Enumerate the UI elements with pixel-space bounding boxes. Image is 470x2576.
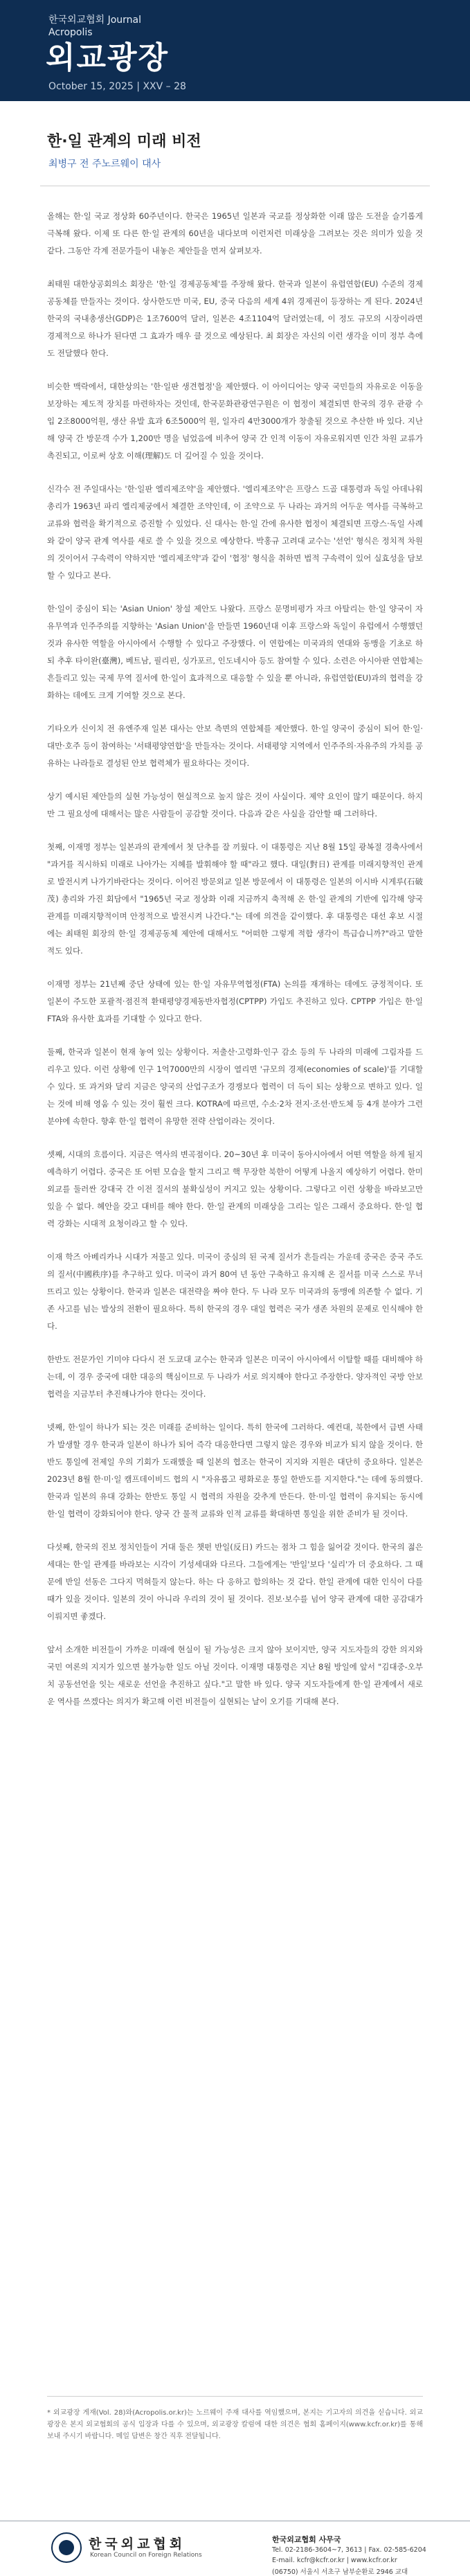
- header-banner: [0, 0, 470, 101]
- paragraph: 넷째, 한·일이 하나가 되는 것은 미래를 준비하는 일이다. 특히 한국에 그러하다. 예컨대, 북한에서 급변 사태가 발생할 경우 한국과 일본이 하나가 되어 즉각 대응한다면 그렇지 않은 경우와 비교가 되지 않을 것이다. 한반도 통일에 전제일 우의 기회가 도래했을 때 일본의 협조는 한국이 지지와 지원은 대단히 중요하다. 일본은 2023년 8월 한·미·일 캠프데이비드 협의 시 "자유롭고 평화로운 통일 한반도를 지지한다."는 데에 동의했다. 한국과 일본의 유대 강화는 한반도 통일 시 협력의 자원을 갖추게 만든다. 한·미·일 협력이 유지되는 동시에 한·일 협력이 강화되어야 한다. 양국 간 물적 교류와 인적 교류를 확대하면 통일을 위한 준비가 될 것이다.: [47, 1422, 423, 1519]
- journal-issue: October 15, 2025 | XXV – 28: [48, 81, 186, 92]
- footnote: * 외교광장 게재(Vol. 28)와(Acropolis.or.kr)는 노르웨이 주재 대사를 역임했으며, 본지는 기고자의 의견을 싣습니다. 외교광장은 본지 외교협회의 공식 입장과 다를 수 있으며, 외교광장 칼럼에 대한 의견은 협회 홈페이지(www.kcfr.or.kr)를 통해 보내 주시기 바랍니다. 메일 답변은 창간 직후 전달됩니다.: [47, 2409, 423, 2440]
- paragraph: 최태원 대한상공회의소 회장은 '한·일 경제공동체'를 주장해 왔다. 한국과 일본이 유럽연합(EU) 수준의 경제공동체를 만들자는 것이다. 상사한도만 미국, EU, 중국 다음의 세계 4위 경제권이 등장하는 게 된다. 2024년 한국의 국내총생산(GDP)은 1조7600억 달러, 일본은 4조1104억 달러였는데, 이 정도 규모의 시장이라면 경제적으로 하나가 된다면 그 효과가 매우 클 것으로 예상된다. 최 회장은 자신의 이런 생각을 이미 정부 측에도 전달했다 한다.: [47, 279, 423, 358]
- paragraph: 기타오카 신이치 전 유엔주재 일본 대사는 안보 측면의 연합체를 제안했다. 한·일 양국이 중심이 되어 한·일·대만·호주 등이 참여하는 '서태평양연합'을 만들자는 것이다. 서태평양 지역에서 인주주의·자유주의 가치를 공유하는 나라들로 결성된 안보 협력체가 필요하다는 것이다.: [47, 724, 423, 768]
- footer-org-english: Korean Council on Foreign Relations: [90, 2552, 202, 2559]
- footer-tel: Tel. 02-2186-3604~7, 3613 | Fax. 02-585-6204: [272, 2546, 426, 2554]
- paragraph: 둘째, 한국과 일본이 현재 놓여 있는 상황이다. 저출산·고령화·인구 감소 등의 두 나라의 미래에 그림자를 드리우고 있다. 이런 상황에 인구 1억7000만의 시장이 열리면 '규모의 경제(economies of scale)'를 기대할 수 있다. 또 과거와 달리 지금은 양국의 산업구조가 경쟁보다 협력이 더 득이 되는 상황으로 변하고 있다. 일는 것에 비해 영움 수 있는 것이 훨씬 크다. KOTRA에 따르면, 수소·2차 전지·조선·반도체 등 4개 분야가 그런 분야에 속한다. 향후 한·일 협력이 유망한 전략 산업이라는 것이다.: [47, 1047, 423, 1126]
- paragraph: 올해는 한·일 국교 정상화 60주년이다. 한국은 1965년 일본과 국교를 정상화한 이래 많은 도전을 슬기롭게 극복해 왔다. 이제 또 다른 한·일 관계의 60년을 내다보며 이런저런 미래상을 그려보는 것은 의미가 있을 것 같다. 그동안 각계 전문가들이 내놓은 제안들을 먼저 살펴보자.: [47, 211, 423, 256]
- article-title: 한·일 관계의 미래 비전: [47, 133, 201, 150]
- paragraph: 한반도 전문가인 기미야 다다시 전 도쿄대 교수는 한국과 일본은 미국이 아시아에서 이탈할 때를 대비해야 하는데, 이 경우 중국에 대한 대응의 핵심이므로 두 나라가 서로 의지해야 한다고 주장한다. 양자적인 국방 안보 협력을 지금부터 추진해나가야 한다는 것이다.: [47, 1354, 423, 1399]
- paragraph: 이재명 정부는 21년째 중단 상태에 있는 한·일 자유무역협정(FTA) 논의를 재개하는 데에도 긍정적이다. 또 일본이 주도한 포괄적·점진적 환태평양경제동반자협정(CPTPP) 가입도 추진하고 있다. CPTPP 가입은 한·일 FTA와 유사한 효과를 기대할 수 있다고 한다.: [47, 979, 423, 1023]
- footer-contact-title: 한국외교협회 사무국: [272, 2535, 341, 2544]
- paragraph: 셋째, 시대의 흐름이다. 지금은 역사의 변곡점이다. 20~30년 후 미국이 동아시아에서 어떤 역할을 하게 될지 예측하기 어렵다. 중국은 또 어떤 모습을 할지 그리고 핵 무장한 북한이 어떻게 나올지 예상하기 어렵다. 한미 외교를 둘러싼 강대국 간 이전 질서의 불확실성이 커지고 있는 상황이다. 그렇다고 이런 상황을 바라보고만 있을 수 없다. 혜안을 갖고 대비를 해야 한다. 한·일 관계의 미래상을 그리는 일은 그래서 중요하다. 한·일 협력 강화는 시대적 요청이라고 할 수 있다.: [47, 1150, 423, 1228]
- footer-address: (06750) 서울시 서초구 남부순환로 2946 교대: [272, 2568, 408, 2576]
- journal-title: 외교광장: [46, 40, 170, 75]
- article-body: [47, 208, 423, 1726]
- footer-email[interactable]: E-mail. kcfr@kcfr.or.kr | www.kcfr.or.kr: [272, 2557, 397, 2564]
- paragraph: 비슷한 맥락에서, 대한상의는 '한·일판 생견협정'을 제안했다. 이 아이디어는 양국 국민들의 자유로운 이동을 보장하는 제도적 장치를 마련하자는 것인데, 한국문화관광연구원은 이 협정이 체결되면 한국의 경우 관광 수입 2조8000억원, 생산 유발 효과 6조5000억 원, 일자리 4만3000개가 창출될 것으로 추산한 바 있다. 지난해 양국 간 방문객 수가 1,200만 명을 넘었음에 비추어 양국 간 인적 이동이 자유로워지면 인간 차원 교류가 촉진되고, 이로써 상호 이해(理解)도 더 깊어질 수 있을 것이다.: [47, 382, 423, 460]
- paragraph: 이재 학즈 아베리카나 시대가 저물고 있다. 미국이 중심의 된 국제 질서가 흔들리는 가운데 중국은 중국 주도의 질서(中國秩序)를 추구하고 있다. 미국이 과거 80여 년 동안 구축하고 유지해 온 질서를 미국 스스로 무너뜨리고 있는 상황이다. 한국과 일본은 대전략을 짜야 한다. 두 나라 모두 미국과의 동맹에 의존할 수 없다. 기존 사고를 넘는 발상의 전환이 필요하다. 특히 한국의 경우 대일 협력은 국가 생존 차원의 문제로 인식해야 한다.: [47, 1252, 423, 1331]
- paragraph: 한·일이 중심이 되는 'Asian Union' 창설 제안도 나왔다. 프랑스 문명비평가 자크 아탈리는 한·일 양국이 자유무역과 인주주의를 지향하는 'Asian Union'을 만들면 1960년대 이후 프랑스와 독일이 유럽에서 수행했던 것과 유사한 역할을 아시아에서 수행할 수 있다고 주장했다. 이 연합에는 미국과의 연대와 동맹을 기초로 하되 추후 타이완(臺灣), 베트남, 필리핀, 싱가포르, 인도네시아 등도 참여할 수 있다. 소련은 아시아판 연합체는 흔들리고 있는 국제 무역 질서에 한·일이 효과적으로 대응할 수 있을 뿐 아니라, 유럽연합(EU)과의 협력을 강화하는 데에도 크게 기여할 것으로 본다.: [47, 604, 423, 700]
- article-author: 최병구 전 주노르웨이 대사: [48, 159, 161, 170]
- journal-org: 한국외교협회 Journal: [48, 15, 142, 26]
- kcfr-logo-icon: [51, 2532, 82, 2563]
- footnote-divider: [47, 2396, 423, 2397]
- footer: [0, 2521, 470, 2575]
- paragraph: 첫째, 이재명 정부는 일본과의 관계에서 첫 단추를 잘 끼웠다. 이 대통령은 지난 8월 15일 광복절 경축사에서 "과거를 직시하되 미래로 나아가는 지혜를 발휘해야 할 때"라고 했다. 대일(對日) 관계를 미래지향적인 관계로 발전시켜 나가기바란다는 것이다. 이어진 방문외교 일본 방문에서 이 대통령은 일본의 이시바 시게루(石破茂) 총리와 가진 회담에서 "1965년 국교 정상화 이래 지금까지 축적해 온 한·일 관계의 기반에 입각해 양국 관계를 미래지향적이며 안정적으로 발전시켜 나간다."는 데에 의견을 같이했다. 후 대통령은 대선 후보 시절에는 최태원 회장의 한·일 경제공동체 제안에 대해서도 "어떠한 그렇게 적합 생각이 특급습니까?"라고 말한 적도 있다.: [47, 842, 423, 956]
- paragraph: 신각수 전 주일대사는 '한·일판 엘리제조약'을 제안했다. '엘리제조약'은 프랑스 드골 대통령과 독일 아데나워 총리가 1963년 파리 엘리제궁에서 체결한 조약인데, 이 조약으로 두 나라는 과거의 어두운 역사를 극복하고 교류와 협력을 확기적으로 증진할 수 있었다. 신 대사는 한·일 간에 유사한 협정이 체결되면 프랑스·독일 사례와 같이 양국 관계 역사를 새로 쓸 수 있을 것으로 예상한다. 박홍규 고려대 교수는 '선언' 형식은 정치적 차원의 것이어서 구속력이 약하지만 '엘리제조약'과 같이 '협정' 형식을 취하면 법적 구속력이 있어 실효성을 담보할 수 있다고 본다.: [47, 484, 423, 580]
- journal-name: Acropolis: [48, 27, 93, 38]
- paragraph: 상기 예시된 제안들의 실현 가능성이 현실적으로 높지 않은 것이 사실이다. 제약 요인이 많기 때문이다. 하지만 그 필요성에 대해서는 많은 사람들이 공감할 것이다. 다음과 같은 사실을 감안할 때 그러하다.: [47, 791, 423, 819]
- footer-org-name: 한국외교협회: [89, 2537, 186, 2552]
- paragraph: 다섯째, 한국의 진보 정치인들이 거대 둘은 챗펀 반일(反日) 카드는 점차 그 힘을 잃어갈 것이다. 한국의 젊은 세대는 한·일 관계를 바라보는 시각이 기성세대와 다르다. 그들에게는 '반일'보다 '실리'가 더 중요하다. 그 때문에 반일 선동은 그다지 먹혀들지 않는다. 하는 다 응하고 합의하는 것 같다. 한일 관계에 대한 인식이 다를 때가 있을 것이다. 일본의 것이 아니라 우리의 것이 될 것이다. 진보·보수를 넘어 양국 관계에 대한 공감대가 이뤄지면 좋겠다.: [47, 1542, 423, 1621]
- paragraph: 앞서 소개한 비전들이 가까운 미래에 현실이 될 가능성은 크지 않아 보이지만, 양국 지도자들의 강한 의지와 국민 여론의 지지가 있으면 불가능한 일도 아닐 것이다. 이재명 대통령은 지난 8월 방일에 앞서 "김대중-오부치 공동선언을 잇는 새로운 선언을 추진하고 싶다."고 말한 바 있다. 양국 지도자들에게 한·일 관계에서 새로운 역사를 쓰겠다는 의지가 확고해 이런 비전들이 실현되는 날이 오기를 기대해 본다.: [47, 1645, 423, 1706]
